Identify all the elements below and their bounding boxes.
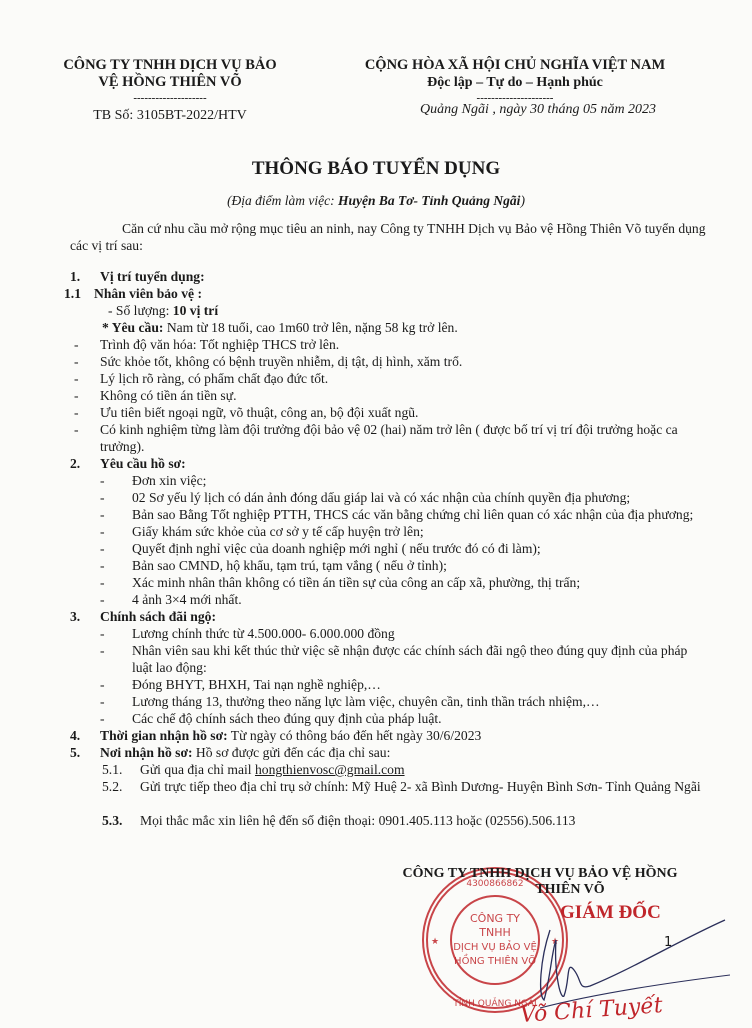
section-title: Chính sách đãi ngộ:	[100, 609, 216, 624]
section-number: 3.	[70, 609, 81, 624]
list-item-text: Các chế độ chính sách theo đúng quy định của pháp luật.	[132, 711, 442, 726]
list-item-text: 02 Sơ yếu lý lịch có dán ảnh đóng dấu giáp lai và có xác nhận của chính quyền địa phương;	[132, 490, 631, 505]
issuer-name-line1: CÔNG TY TNHH DỊCH VỤ BẢO	[63, 57, 277, 73]
subsection-number: 1.1	[64, 286, 81, 301]
nation-title: CỘNG HÒA XÃ HỘI CHỦ NGHĨA VIỆT NAM	[364, 57, 666, 73]
quantity-line	[70, 302, 710, 319]
nation-divider: ---------------------	[476, 92, 554, 104]
requirement-label: * Yêu cầu:	[102, 320, 164, 335]
signatory-position: GIÁM ĐỐC	[560, 902, 661, 923]
section-text: Từ ngày có thông báo đến hết ngày 30/6/2023	[227, 728, 482, 743]
list-item: - Ưu tiên biết ngoại ngữ, võ thuật, công an, bộ đội xuất ngũ.	[74, 405, 419, 420]
list-item-text: Bản sao Bằng Tốt nghiệp PTTH, THCS các văn bằng chứng chỉ liên quan có xác nhận của địa phương;	[132, 507, 694, 522]
section-number: 4.	[70, 728, 81, 743]
list-item: - Giấy khám sức khỏe của cơ sở y tế cấp huyện trở lên;	[100, 524, 424, 539]
section-2-heading	[70, 455, 710, 472]
place-date: Quảng Ngãi , ngày 30 tháng 05 năm 2023	[420, 102, 657, 117]
intro-paragraph: Căn cứ nhu cầu mở rộng mục tiêu an ninh, nay Công ty TNHH Dịch vụ Bảo vệ Hồng Thiên Võ tuyển dụng các vị trí sau:	[70, 221, 706, 253]
issuer-block	[40, 57, 300, 124]
section-1-heading	[70, 268, 710, 285]
section-4-heading	[70, 727, 710, 744]
svg-text:DỊCH VỤ BẢO VỆ: DỊCH VỤ BẢO VỆ	[453, 942, 537, 953]
list-item: - 4 ảnh 3×4 mới nhất.	[100, 592, 242, 607]
handwritten-signature-icon	[530, 900, 730, 1010]
list-item-text: Ưu tiên biết ngoại ngữ, võ thuật, công an, bộ đội xuất ngũ.	[100, 405, 419, 420]
list-item: - Lương chính thức từ 4.500.000- 6.000.000 đồng	[100, 626, 395, 641]
list-item-text: Quyết định nghỉ việc của doanh nghiệp mới nghỉ ( nếu trước đó có đi làm);	[132, 541, 541, 556]
section-number: 5.	[70, 745, 81, 760]
option-number: 5.1.	[102, 762, 123, 777]
document-title: THÔNG BÁO TUYỂN DỤNG	[251, 158, 501, 179]
list-item-text: Đóng BHYT, BHXH, Tai nạn nghề nghiệp,…	[132, 677, 381, 692]
section-title: Thời gian nhận hồ sơ:	[100, 728, 228, 743]
list-item: - Nhân viên sau khi kết thúc thử việc sẽ nhận được các chính sách đãi ngộ theo đúng quy định của pháp luật lao động:	[70, 642, 710, 676]
list-item-text: Trình độ văn hóa: Tốt nghiệp THCS trở lên.	[100, 337, 340, 352]
section-text: Hồ sơ được gửi đến các địa chỉ sau:	[192, 745, 391, 760]
document-number: TB Số: 3105BT-2022/HTV	[93, 108, 247, 123]
list-item: - Các chế độ chính sách theo đúng quy định của pháp luật.	[100, 711, 442, 726]
issuer-divider: --------------------	[133, 92, 207, 104]
list-item-text: Xác minh nhân thân không có tiền án tiền sự của công an cấp xã, phường, thị trấn;	[132, 575, 581, 590]
location-value: Huyện Ba Tơ- Tỉnh Quảng Ngãi	[338, 193, 521, 208]
option-text: Gửi trực tiếp theo địa chỉ trụ sở chính: Mỹ Huệ 2- xã Bình Dương- Huyện Bình Sơn- Tỉnh Quảng Ngãi	[140, 779, 701, 794]
submission-option-phone	[70, 812, 710, 829]
option-number: 5.2.	[102, 779, 123, 794]
list-item-text: 4 ảnh 3×4 mới nhất.	[132, 592, 242, 607]
signatory-org-line1: CÔNG TY TNHH DỊCH VỤ BẢO VỆ HỒNG	[402, 866, 678, 881]
list-item: - 02 Sơ yếu lý lịch có dán ảnh đóng dấu giáp lai và có xác nhận của chính quyền địa phương;	[100, 490, 631, 505]
signatory-org-line2: THIÊN VÕ	[535, 882, 605, 897]
section-3-heading	[70, 608, 710, 625]
list-item-text: Nhân viên sau khi kết thúc thử việc sẽ nhận được các chính sách đãi ngộ theo đúng quy định của pháp luật lao động:	[132, 643, 688, 675]
requirement-text: Nam từ 18 tuổi, cao 1m60 trở lên, nặng 58 kg trở lên.	[163, 320, 458, 335]
list-item: - Trình độ văn hóa: Tốt nghiệp THCS trở lên.	[74, 337, 340, 352]
email-link[interactable]: hongthienvosc@gmail.com	[254, 762, 405, 777]
requirement-line	[70, 319, 710, 336]
subsection-title: Nhân viên bảo vệ :	[94, 286, 203, 301]
list-item: - Xác minh nhân thân không có tiền án tiền sự của công an cấp xã, phường, thị trấn;	[100, 575, 581, 590]
list-item: - Lương tháng 13, thưởng theo năng lực làm việc, chuyên cần, tinh thần trách nhiệm,…	[100, 694, 600, 709]
submission-option-address	[70, 778, 710, 795]
page-number: 1	[664, 935, 673, 950]
option-text: Mọi thắc mắc xin liên hệ đến số điện thoại: 0901.405.113 hoặc (02556).506.113	[140, 813, 576, 828]
list-item: - Đơn xin việc;	[100, 473, 207, 488]
section-1-1-heading	[64, 285, 710, 302]
list-item-text: Sức khỏe tốt, không có bệnh truyền nhiễm, dị tật, dị hình, xăm trổ.	[100, 354, 463, 369]
list-item: - Đóng BHYT, BHXH, Tai nạn nghề nghiệp,…	[100, 677, 381, 692]
list-item: - Lý lịch rõ ràng, có phẩm chất đạo đức tốt.	[74, 371, 329, 386]
svg-text:★: ★	[550, 937, 560, 947]
section-number: 2.	[70, 456, 81, 471]
list-item: - Có kinh nghiệm từng làm đội trưởng đội bảo vệ 02 (hai) năm trở lên ( được bố trí vị trí đội trưởng hoặc ca trưởng).	[70, 421, 710, 455]
national-header	[330, 57, 700, 105]
list-item-text: Giấy khám sức khỏe của cơ sở y tế cấp huyện trở lên;	[132, 524, 424, 539]
work-location	[0, 193, 752, 209]
list-item: - Sức khỏe tốt, không có bệnh truyền nhiễm, dị tật, dị hình, xăm trổ.	[74, 354, 463, 369]
list-item: - Bản sao Bằng Tốt nghiệp PTTH, THCS các văn bằng chứng chỉ liên quan có xác nhận của địa phương;	[100, 507, 694, 522]
section-number: 1.	[70, 269, 81, 284]
section-title: Yêu cầu hồ sơ:	[100, 456, 186, 471]
list-item-text: Không có tiền án tiền sự.	[100, 388, 237, 403]
svg-text:TỈNH QUẢNG NGÃI: TỈNH QUẢNG NGÃI	[453, 999, 537, 1009]
section-5-heading	[70, 744, 710, 761]
svg-text:4300866862: 4300866862	[466, 879, 524, 889]
list-item-text: Lương tháng 13, thưởng theo năng lực làm việc, chuyên cần, tinh thần trách nhiệm,…	[132, 694, 600, 709]
signatory-org	[370, 866, 710, 898]
list-item-text: Có kinh nghiệm từng làm đội trưởng đội bảo vệ 02 (hai) năm trở lên ( được bố trí vị trí đội trưởng hoặc ca trưởng).	[100, 422, 678, 454]
location-prefix: (Địa điểm làm việc:	[227, 193, 339, 208]
list-item: - Bản sao CMND, hộ khẩu, tạm trú, tạm vắng ( nếu ở tỉnh);	[100, 558, 447, 573]
option-number: 5.3.	[102, 813, 123, 828]
section-title: Nơi nhận hồ sơ:	[100, 745, 193, 760]
signatory-name: Võ Chí Tuyết	[519, 993, 664, 1028]
list-item-text: Lý lịch rõ ràng, có phẩm chất đạo đức tốt.	[100, 371, 329, 386]
submission-option-email	[70, 761, 710, 778]
list-item-text: Bản sao CMND, hộ khẩu, tạm trú, tạm vắng ( nếu ở tỉnh);	[132, 558, 447, 573]
list-item: - Quyết định nghỉ việc của doanh nghiệp mới nghỉ ( nếu trước đó có đi làm);	[100, 541, 541, 556]
svg-text:TNHH: TNHH	[479, 926, 511, 939]
list-item-text: Đơn xin việc;	[132, 473, 207, 488]
issuer-name-line2: VỆ HỒNG THIÊN VÕ	[98, 74, 242, 90]
svg-text:★: ★	[430, 937, 440, 947]
section-title: Vị trí tuyển dụng:	[100, 269, 205, 284]
list-item: - Không có tiền án tiền sự.	[74, 388, 237, 403]
national-motto: Độc lập – Tự do – Hạnh phúc	[427, 75, 603, 90]
location-suffix: )	[520, 193, 525, 208]
option-text: Gửi qua địa chỉ mail	[140, 762, 255, 777]
quantity-label: - Số lượng:	[108, 303, 173, 318]
list-item-text: Lương chính thức từ 4.500.000- 6.000.000 đồng	[132, 626, 395, 641]
document-body	[64, 220, 710, 829]
quantity-value: 10 vị trí	[172, 303, 219, 318]
svg-text:CÔNG TY: CÔNG TY	[469, 912, 521, 925]
svg-text:HỒNG THIÊN VÕ: HỒNG THIÊN VÕ	[454, 956, 536, 967]
